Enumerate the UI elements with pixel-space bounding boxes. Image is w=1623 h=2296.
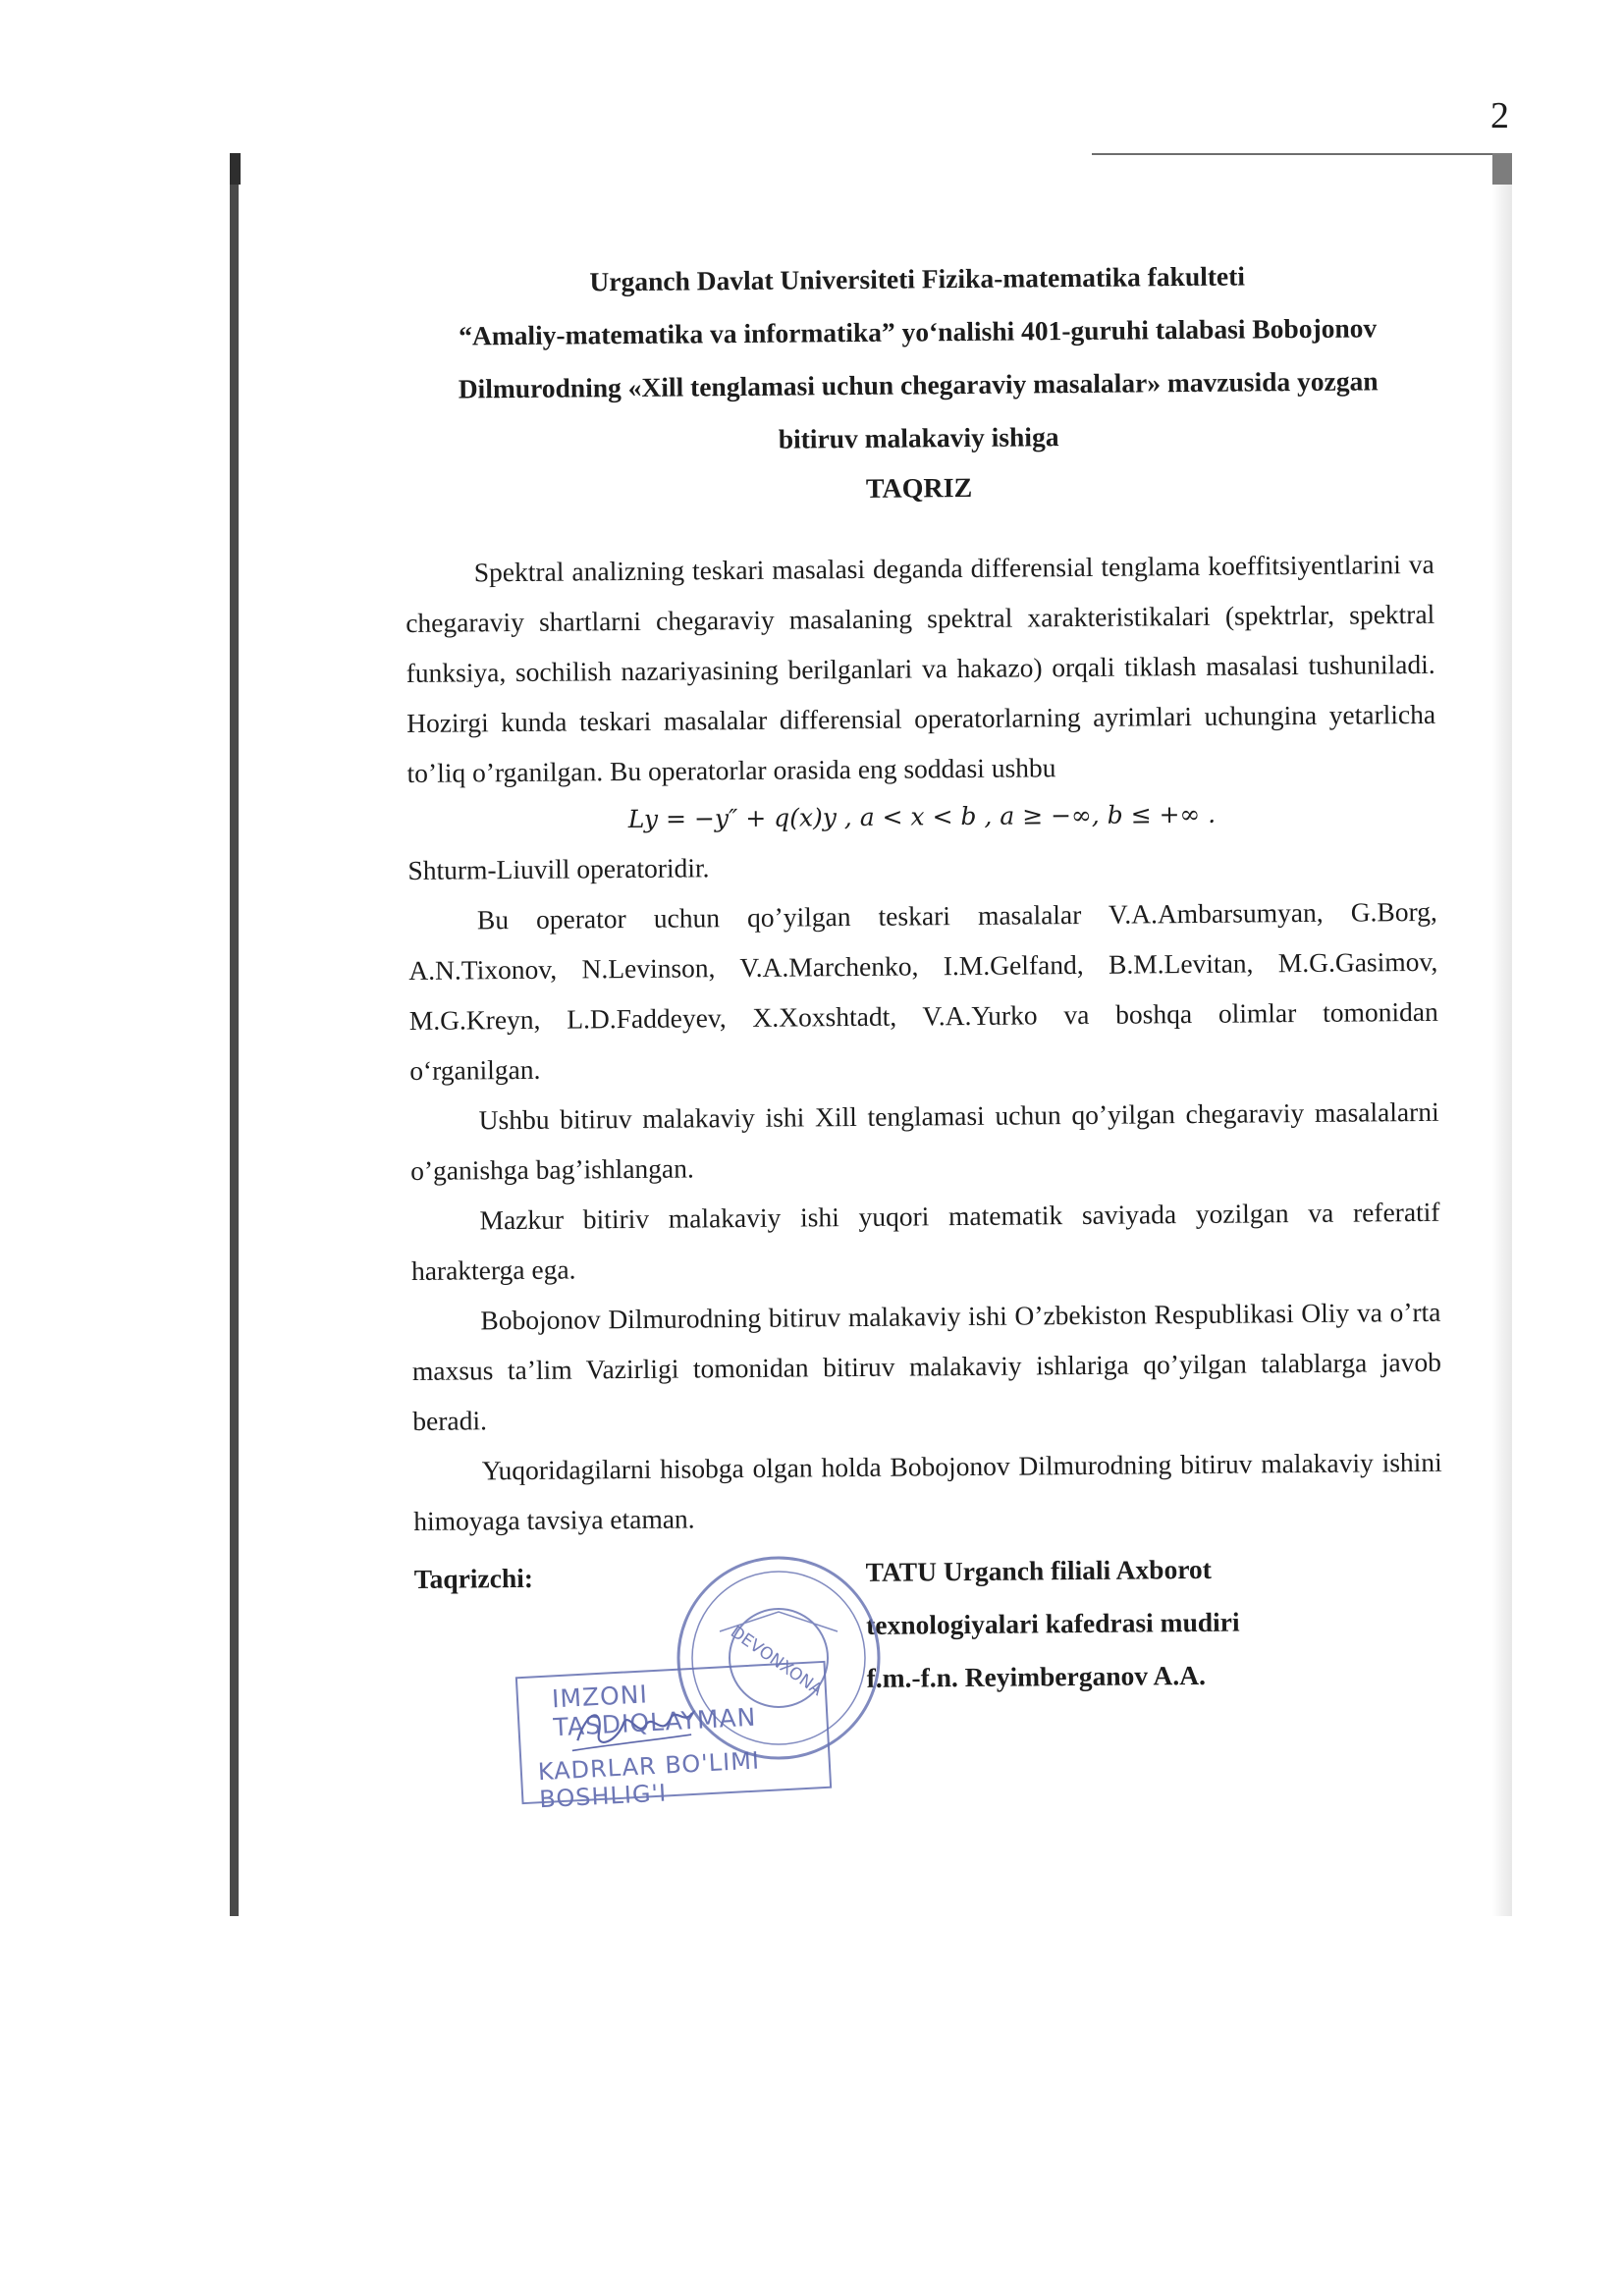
formula-operator: Ly = −y″ + q(x)y , a < x < b , a ≥ −∞, b ≤ +∞ . bbox=[627, 799, 1217, 834]
scan-edge-left bbox=[230, 153, 239, 1916]
paragraph-intro: Spektral analizning teskari masalasi deganda differensial tenglama koeffitsiyentlarini va chegaraviy shartlarni chegaraviy masalaning spektral xarakteristikalari (spektrlar, spektral funksiya, sochilish nazariyasining berilganlari va hakazo) orqali tiklash masalasi tushuniladi. Hozirgi kunda teskari masalalar differensial operatorlarning ayrimlari uchungina yetarlicha to’liq o’rganilgan. Bu operatorlar orasida eng soddasi ushbu bbox=[406, 548, 1436, 788]
heading-line-3: Dilmurodning «Xill tenglamasi uchun chegaraviy masalalar» mavzusida yozgan bbox=[458, 365, 1379, 404]
signature-scribble bbox=[568, 1695, 698, 1759]
page-number: 2 bbox=[1490, 95, 1509, 136]
document-title: TAQRIZ bbox=[865, 472, 973, 505]
paragraph-topic: Ushbu bitiruv malakaviy ishi Xill tenglamasi uchun qo’yilgan chegaraviy masalalarni o’ganishga bag’ishlangan. bbox=[409, 1095, 1439, 1186]
scan-edge-top bbox=[1092, 153, 1504, 155]
reviewer-department: texnologiyalari kafedrasi mudiri bbox=[866, 1606, 1240, 1640]
scan-edge-right-top bbox=[1492, 153, 1512, 185]
stamp-top-text: IMZONI TASDIQLAYMAN bbox=[551, 1680, 757, 1742]
stamp-bottom-text: KADRLAR BO'LIMI BOSHLIG'I bbox=[537, 1746, 761, 1814]
paragraph-level: Mazkur bitiriv malakaviy ishi yuqori matematik saviyada yozilgan va referatif harakterga ega. bbox=[410, 1196, 1440, 1286]
paragraph-intro-end: Shturm-Liuvill operatoridir. bbox=[407, 852, 710, 885]
seal-center-text: DEVONXONA bbox=[727, 1622, 827, 1700]
paragraph-recommendation: Yuqoridagilarni hisobga olgan holda Bobojonov Dilmurodning bitiruv malakaviy ishini himoyaga tavsiya etaman. bbox=[413, 1446, 1442, 1536]
paragraph-requirements: Bobojonov Dilmurodning bitiruv malakaviy ishi O’zbekiston Respublikasi Oliy va o’rta maxsus ta’lim Vazirligi tomonidan bitiruv malakaviy ishlariga qo’yilgan talablarga javob beradi. bbox=[411, 1296, 1441, 1436]
reviewer-name: f.m.-f.n. Reyimberganov A.A. bbox=[866, 1659, 1207, 1693]
reviewer-info bbox=[865, 1543, 1240, 1705]
paragraph-researchers: Bu operator uchun qo’yilgan teskari masalalar V.A.Ambarsumyan, G.Borg, A.N.Tixonov, N.Levinson, V.A.Marchenko, I.M.Gelfand, B.M.Levitan, M.G.Gasimov, M.G.Kreyn, L.D.Faddeyev, X.Xoxshtadt, V.A.Yurko va boshqa olimlar tomonidan o‘rganilgan. bbox=[408, 895, 1438, 1086]
document-body bbox=[403, 248, 1444, 1697]
scan-edge-right bbox=[1492, 153, 1512, 1916]
heading-line-2: “Amaliy-matematika va informatika” yo‘nalishi 401-guruhi talabasi Bobojonov bbox=[459, 312, 1378, 351]
scan-edge-left-top bbox=[230, 153, 241, 185]
reviewer-label: Taqrizchi: bbox=[413, 1562, 534, 1594]
rectangular-stamp bbox=[515, 1661, 832, 1814]
heading-line-4: bitiruv malakaviy ishiga bbox=[778, 421, 1059, 454]
reviewer-position: TATU Urganch filiali Axborot bbox=[865, 1553, 1213, 1587]
heading-line-1: Urganch Davlat Universiteti Fizika-matematika fakulteti bbox=[589, 260, 1246, 297]
